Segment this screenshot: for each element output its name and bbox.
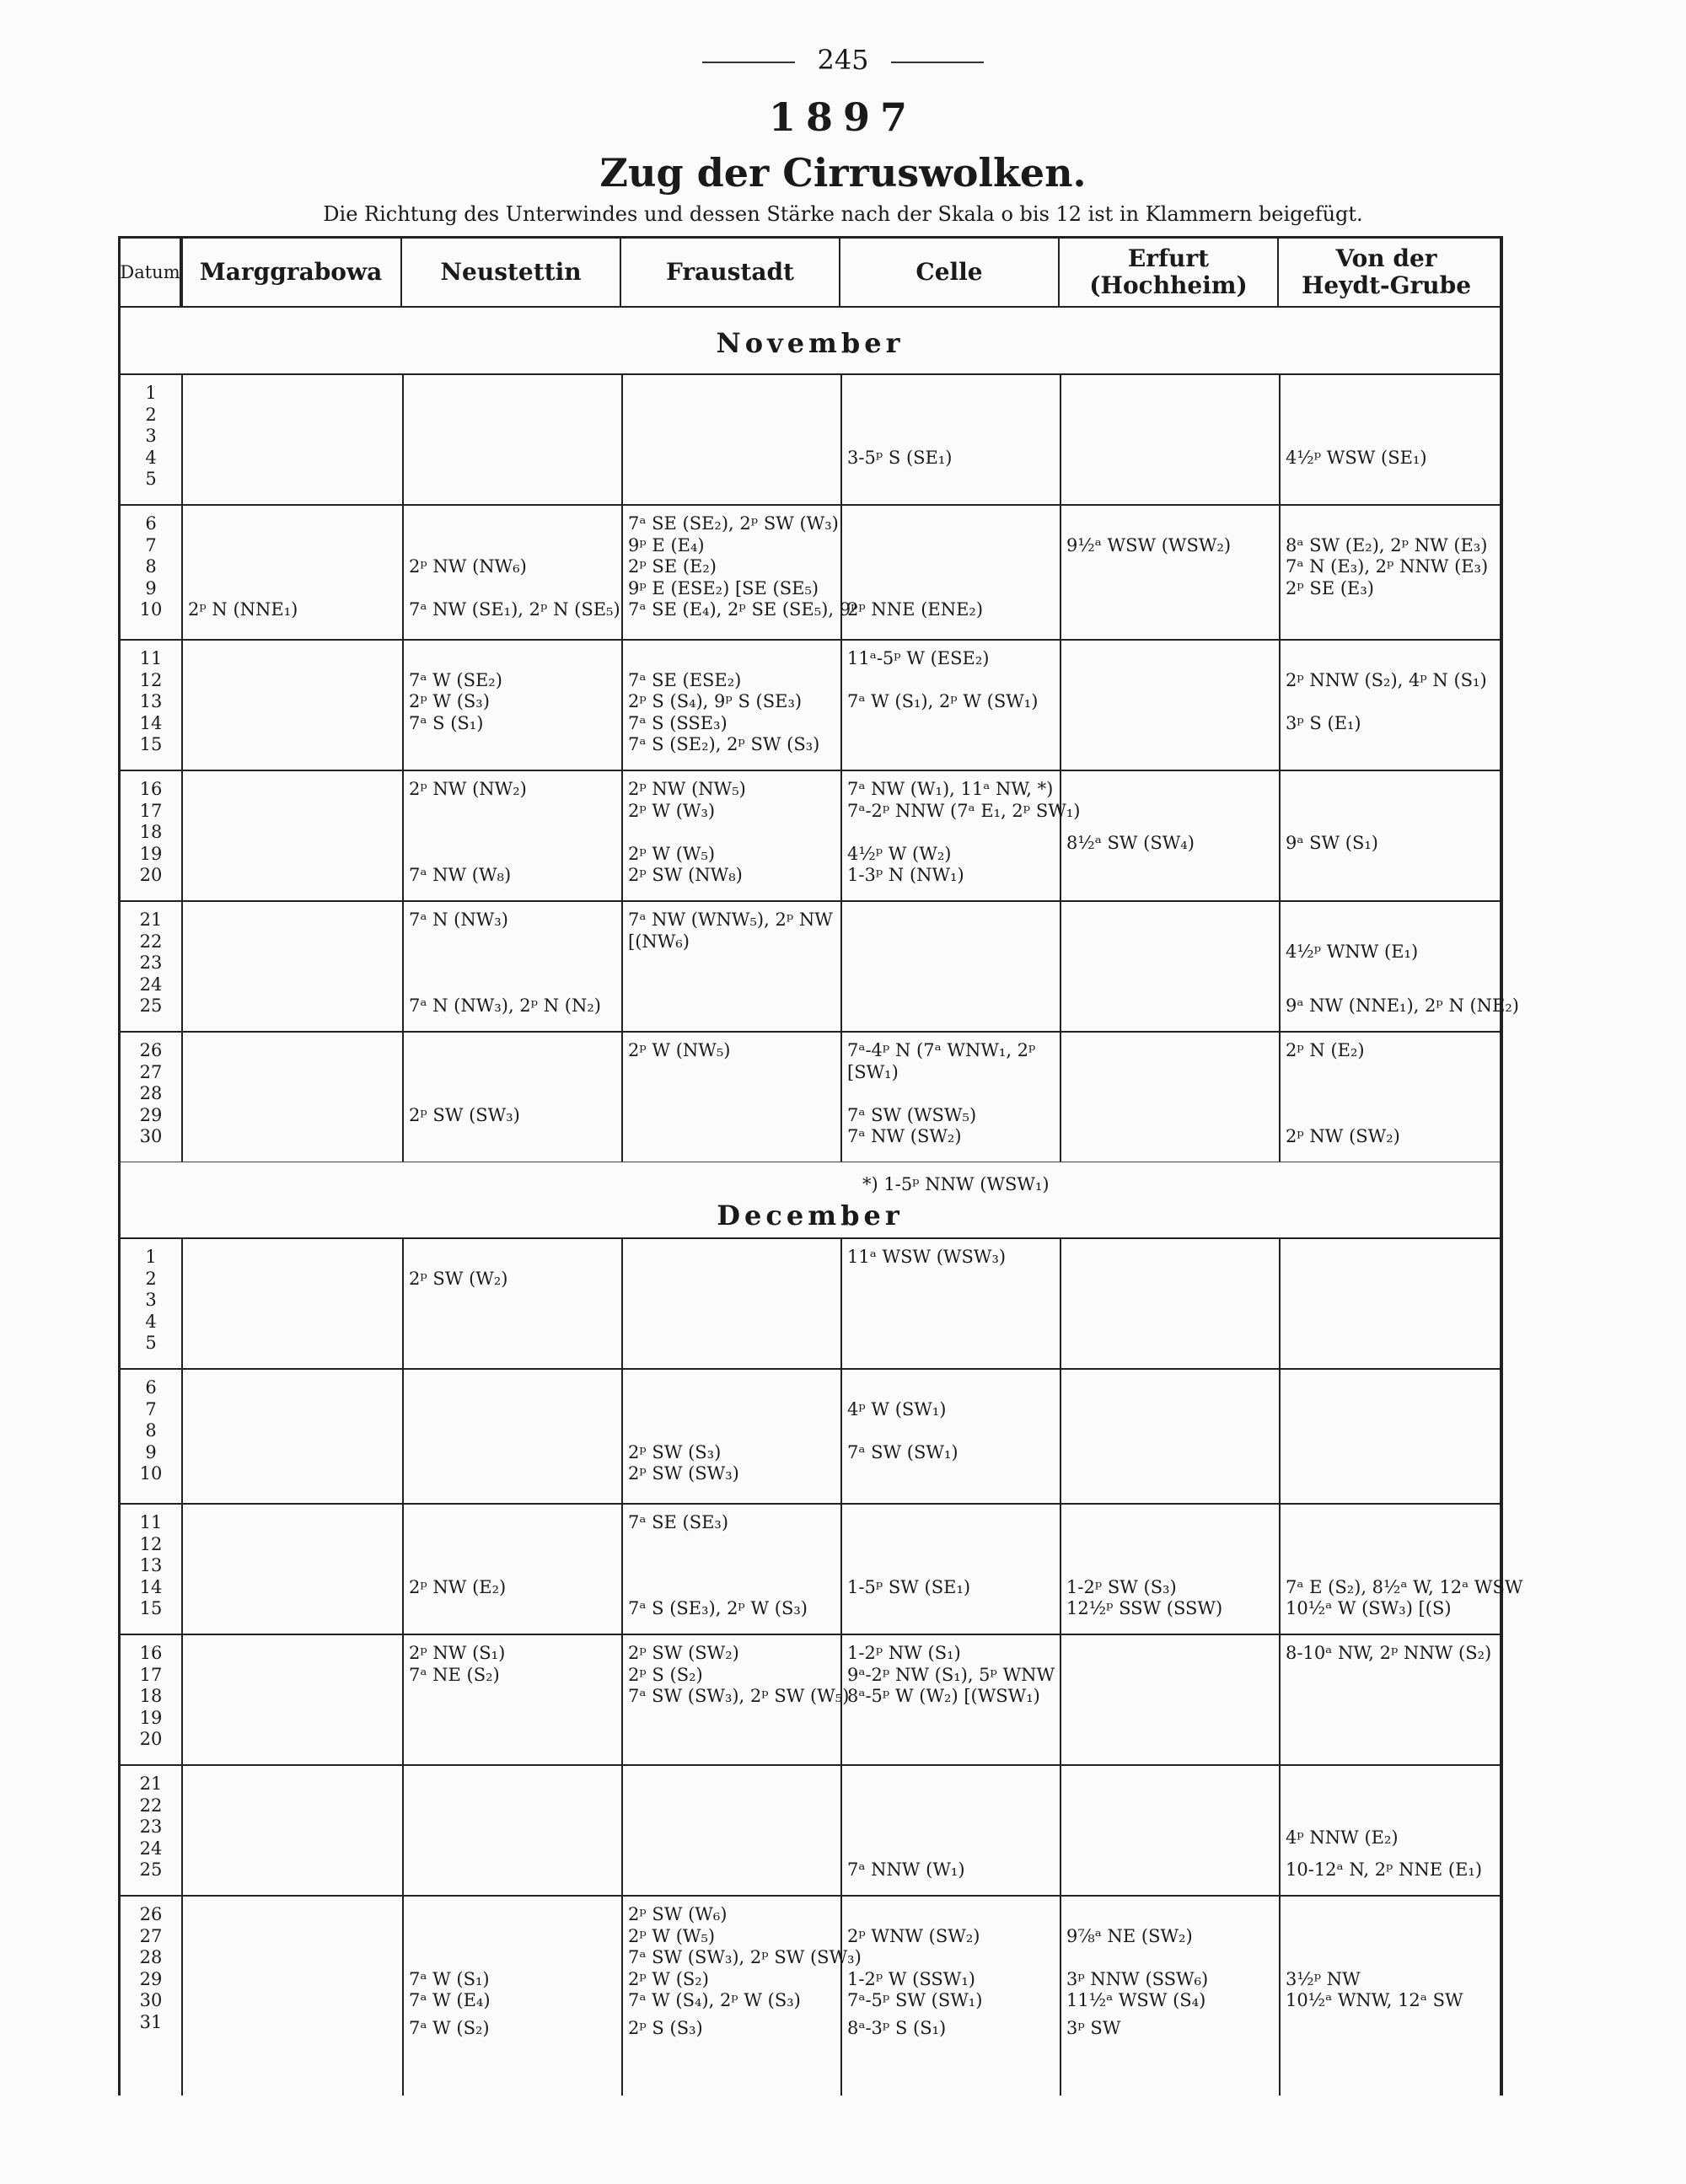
table-cell-entry: 10½ᵃ WNW, 12ᵃ SW bbox=[1286, 1990, 1463, 2010]
day-number: 12 bbox=[139, 1533, 163, 1554]
table-cell-entry: 7ᵃ W (S₁) bbox=[409, 1968, 490, 1989]
table-cell-entry: 2ᵖ S (S₄), 9ᵖ S (SE₃) bbox=[628, 691, 803, 711]
table-cell-entry: 9ᵃ-2ᵖ NW (S₁), 5ᵖ WNW bbox=[847, 1664, 1055, 1685]
cirrus-table bbox=[118, 236, 1523, 2095]
table-cell-entry: 7ᵃ S (SE₂), 2ᵖ SW (S₃) bbox=[628, 734, 820, 754]
page-number-rule-right bbox=[891, 62, 984, 63]
day-number: 6 bbox=[145, 513, 157, 534]
table-cell-entry: 2ᵖ SW (W₆) bbox=[628, 1904, 728, 1924]
table-cell-entry: 1-2ᵖ W (SSW₁) bbox=[847, 1968, 975, 1989]
day-number: 29 bbox=[139, 1968, 163, 1989]
table-cell-entry: 2ᵖ W (W₅) bbox=[628, 843, 716, 864]
table-cell-entry: 7ᵃ NNW (W₁) bbox=[847, 1859, 965, 1880]
day-number: 21 bbox=[139, 910, 163, 930]
table-cell-entry: 4½ᵖ WSW (SE₁) bbox=[1286, 447, 1427, 468]
day-number: 2 bbox=[145, 404, 157, 425]
group-rule bbox=[121, 1368, 1500, 1370]
table-cell-entry: 2ᵖ SW (SW₃) bbox=[409, 1104, 520, 1125]
day-number: 8 bbox=[145, 556, 157, 577]
table-cell-entry: 11ᵃ WSW (WSW₃) bbox=[847, 1247, 1007, 1267]
table-cell-entry: 7ᵃ SE (SE₂), 2ᵖ SW (W₃) bbox=[628, 513, 839, 534]
table-cell-entry: 4½ᵖ W (W₂) bbox=[847, 843, 952, 864]
table-cell-entry: 2ᵖ S (S₂) bbox=[628, 1664, 703, 1685]
column-rule bbox=[181, 1237, 183, 2095]
table-cell-entry: 7ᵃ NW (SW₂) bbox=[847, 1126, 962, 1146]
day-number: 24 bbox=[139, 1838, 163, 1859]
table-cell-entry: 2ᵖ W (NW₅) bbox=[628, 1040, 731, 1060]
group-rule bbox=[121, 1634, 1500, 1635]
december-rule bbox=[121, 1237, 1500, 1239]
day-number: 4 bbox=[145, 1311, 157, 1332]
day-number: 15 bbox=[139, 1598, 163, 1618]
table-cell-entry: 2ᵖ W (S₂) bbox=[628, 1968, 709, 1989]
header-neustettin: Neustettin bbox=[402, 239, 621, 306]
column-rule bbox=[1060, 373, 1061, 1162]
page-subtitle: Die Richtung des Unterwindes und dessen Stärke nach der Skala o bis 12 ist in Klammern beigefügt. bbox=[323, 202, 1363, 226]
day-number: 27 bbox=[139, 1925, 163, 1946]
table-cell-entry: 9½ᵃ WSW (WSW₂) bbox=[1066, 534, 1232, 555]
day-number: 26 bbox=[139, 1904, 163, 1924]
table-cell-entry: 2ᵖ SE (E₃) bbox=[1286, 577, 1374, 598]
table-cell-entry: 3-5ᵖ S (SE₁) bbox=[847, 447, 953, 468]
table-cell-entry: 7ᵃ N (NW₃) bbox=[409, 910, 508, 930]
day-number: 11 bbox=[139, 648, 163, 668]
table-cell-entry: 2ᵖ W (W₅) bbox=[628, 1925, 716, 1946]
column-rule bbox=[402, 1237, 404, 2095]
year-heading: 1897 bbox=[768, 94, 918, 140]
table-cell-entry: 1-3ᵖ N (NW₁) bbox=[847, 865, 964, 885]
table-cell-entry: 1-2ᵖ NW (S₁) bbox=[847, 1643, 961, 1663]
table-cell-entry: 2ᵖ NW (NW₂) bbox=[409, 779, 527, 799]
november-rule bbox=[121, 373, 1500, 375]
table-cell-entry: 7ᵃ N (E₃), 2ᵖ NNW (E₃) bbox=[1286, 556, 1489, 577]
table-cell-entry: 2ᵖ S (S₃) bbox=[628, 2018, 703, 2039]
table-cell-entry: 12½ᵖ SSW (SSW) bbox=[1066, 1598, 1223, 1618]
day-number: 19 bbox=[139, 1707, 163, 1728]
table-cell-entry: 7ᵃ W (S₄), 2ᵖ W (S₃) bbox=[628, 1990, 801, 2010]
group-rule bbox=[121, 900, 1500, 902]
table-cell-entry: 7ᵃ NE (S₂) bbox=[409, 1664, 500, 1685]
table-cell-entry: 7ᵃ NW (WNW₅), 2ᵖ NW bbox=[628, 910, 833, 930]
table-cell-entry: 3ᵖ S (E₁) bbox=[1286, 712, 1361, 733]
table-cell-entry: 10-12ᵃ N, 2ᵖ NNE (E₁) bbox=[1286, 1859, 1483, 1880]
table-cell-entry: 2ᵖ W (S₃) bbox=[409, 691, 490, 711]
column-rule bbox=[181, 373, 183, 1162]
day-number: 16 bbox=[139, 779, 163, 799]
table-cell-entry: 7ᵃ W (S₁), 2ᵖ W (SW₁) bbox=[847, 691, 1039, 711]
day-number: 25 bbox=[139, 1859, 163, 1880]
day-number: 2 bbox=[145, 1268, 157, 1289]
day-number: 27 bbox=[139, 1061, 163, 1082]
table-cell-entry: 3½ᵖ NW bbox=[1286, 1968, 1361, 1989]
day-number: 23 bbox=[139, 1816, 163, 1837]
page-number-text: 245 bbox=[817, 44, 869, 76]
table-cell-entry: 2ᵖ N (NNE₁) bbox=[188, 599, 298, 620]
table-cell-entry: 7ᵃ-5ᵖ SW (SW₁) bbox=[847, 1990, 983, 2010]
table-cell-entry: 8½ᵃ SW (SW₄) bbox=[1066, 832, 1195, 853]
table-cell-entry: 7ᵃ SW (SW₃), 2ᵖ SW (SW₃) bbox=[628, 1947, 862, 1967]
day-number: 13 bbox=[139, 1555, 163, 1575]
day-number: 7 bbox=[145, 1398, 157, 1419]
table-cell-entry: 3ᵖ SW bbox=[1066, 2018, 1121, 2039]
table-cell-entry: 11ᵃ-5ᵖ W (ESE₂) bbox=[847, 648, 990, 668]
table-cell-entry: 7ᵃ SE (SE₃) bbox=[628, 1512, 729, 1532]
day-number: 30 bbox=[139, 1990, 163, 2010]
table-cell-entry: 8ᵃ SW (E₂), 2ᵖ NW (E₃) bbox=[1286, 534, 1488, 555]
day-number: 24 bbox=[139, 974, 163, 995]
group-rule bbox=[121, 1764, 1500, 1766]
month-november: November bbox=[716, 327, 905, 359]
month-december: December bbox=[717, 1199, 904, 1232]
table-cell-entry: 7ᵃ N (NW₃), 2ᵖ N (N₂) bbox=[409, 995, 601, 1016]
day-number: 1 bbox=[145, 1247, 157, 1267]
day-number: 22 bbox=[139, 1795, 163, 1816]
day-number: 15 bbox=[139, 734, 163, 754]
day-number: 21 bbox=[139, 1773, 163, 1794]
column-rule bbox=[621, 373, 623, 1162]
day-number: 31 bbox=[139, 2011, 163, 2032]
column-rule bbox=[402, 373, 404, 1162]
table-cell-entry: 4½ᵖ WNW (E₁) bbox=[1286, 942, 1419, 963]
day-number: 16 bbox=[139, 1643, 163, 1663]
day-number: 20 bbox=[139, 865, 163, 885]
table-cell-entry: 7ᵃ S (SSE₃) bbox=[628, 712, 728, 733]
table-cell-entry: 9ᵃ SW (S₁) bbox=[1286, 832, 1378, 853]
day-number: 11 bbox=[139, 1512, 163, 1532]
page-number-rule-left bbox=[702, 62, 795, 63]
day-number: 18 bbox=[139, 1686, 163, 1706]
datum-rule bbox=[181, 239, 183, 306]
day-number: 26 bbox=[139, 1040, 163, 1060]
table-cell-entry: 1-5ᵖ SW (SE₁) bbox=[847, 1576, 971, 1597]
table-cell-entry: 8-10ᵃ NW, 2ᵖ NNW (S₂) bbox=[1286, 1643, 1492, 1663]
column-rule bbox=[1279, 373, 1281, 1162]
table-cell-entry: 7ᵃ W (E₄) bbox=[409, 1990, 491, 2010]
table-cell-entry: 7ᵃ NW (W₈) bbox=[409, 865, 512, 885]
day-number: 8 bbox=[145, 1420, 157, 1441]
table-cell-entry: 2ᵖ SW (W₂) bbox=[409, 1268, 508, 1289]
day-number: 14 bbox=[139, 712, 163, 733]
table-cell-entry: 7ᵃ SW (SW₁) bbox=[847, 1441, 958, 1462]
day-number: 25 bbox=[139, 995, 163, 1016]
table-cell-entry: 2ᵖ WNW (SW₂) bbox=[847, 1925, 980, 1946]
table-cell-entry: 10½ᵃ W (SW₃) [(S) bbox=[1286, 1598, 1452, 1618]
day-number: 9 bbox=[145, 577, 157, 598]
day-number: 18 bbox=[139, 822, 163, 842]
footnote: *) 1-5ᵖ NNW (WSW₁) bbox=[862, 1174, 1050, 1194]
day-number: 22 bbox=[139, 931, 163, 952]
table-cell-entry: [SW₁) bbox=[847, 1061, 899, 1082]
table-cell-entry: 2ᵖ NW (NW₅) bbox=[628, 779, 746, 799]
table-cell-entry: 7ᵃ E (S₂), 8½ᵃ W, 12ᵃ WSW bbox=[1286, 1576, 1523, 1597]
day-number: 5 bbox=[145, 469, 157, 489]
day-number: 30 bbox=[139, 1126, 163, 1146]
table-cell-entry: [(NW₆) bbox=[628, 931, 690, 952]
day-number: 4 bbox=[145, 447, 157, 468]
page-number bbox=[0, 44, 1686, 76]
table-cell-entry: 2ᵖ NW (E₂) bbox=[409, 1576, 507, 1597]
table-cell-entry: 7ᵃ SW (WSW₅) bbox=[847, 1104, 977, 1125]
day-number: 17 bbox=[139, 800, 163, 821]
day-number: 20 bbox=[139, 1729, 163, 1749]
day-number: 7 bbox=[145, 534, 157, 555]
table-cell-entry: 7ᵃ S (S₁) bbox=[409, 712, 484, 733]
table-cell-entry: 9⅞ᵃ NE (SW₂) bbox=[1066, 1925, 1193, 1946]
table-cell-entry: 2ᵖ SW (SW₂) bbox=[628, 1643, 739, 1663]
day-number: 29 bbox=[139, 1104, 163, 1125]
day-number: 23 bbox=[139, 952, 163, 973]
day-number: 5 bbox=[145, 1333, 157, 1353]
group-rule bbox=[121, 770, 1500, 771]
table-cell-entry: 8ᵃ-3ᵖ S (S₁) bbox=[847, 2018, 947, 2039]
table-cell-entry: 7ᵃ W (SE₂) bbox=[409, 669, 502, 690]
day-number: 9 bbox=[145, 1441, 157, 1462]
day-number: 10 bbox=[139, 599, 163, 620]
column-rule bbox=[1060, 1237, 1061, 2095]
table-cell-entry: 2ᵖ N (E₂) bbox=[1286, 1040, 1365, 1060]
day-number: 3 bbox=[145, 1290, 157, 1310]
column-rule bbox=[1279, 1237, 1281, 2095]
table-cell-entry: 7ᵃ NW (W₁), 11ᵃ NW, *) bbox=[847, 779, 1054, 799]
group-rule bbox=[121, 504, 1500, 506]
table-cell-entry: 2ᵖ SW (SW₃) bbox=[628, 1463, 739, 1484]
table-cell-entry: 7ᵃ-2ᵖ NNW (7ᵃ E₁, 2ᵖ SW₁) bbox=[847, 800, 1081, 821]
day-number: 10 bbox=[139, 1463, 163, 1484]
day-number: 1 bbox=[145, 383, 157, 403]
table-cell-entry: 2ᵖ NW (SW₂) bbox=[1286, 1126, 1400, 1146]
table-cell-entry: 9ᵖ E (E₄) bbox=[628, 534, 705, 555]
table-cell-entry: 2ᵖ NNE (ENE₂) bbox=[847, 599, 984, 620]
table-cell-entry: 7ᵃ W (S₂) bbox=[409, 2018, 490, 2039]
table-cell-entry: 8ᵃ-5ᵖ W (W₂) [(WSW₁) bbox=[847, 1686, 1040, 1706]
table-cell-entry: 7ᵃ SW (SW₃), 2ᵖ SW (W₅) bbox=[628, 1686, 850, 1706]
group-rule bbox=[121, 1031, 1500, 1033]
table-cell-entry: 11½ᵃ WSW (S₄) bbox=[1066, 1990, 1206, 2010]
table-cell-entry: 4ᵖ W (SW₁) bbox=[847, 1398, 947, 1419]
table-cell-entry: 2ᵖ W (W₃) bbox=[628, 800, 716, 821]
header-fraustadt: Fraustadt bbox=[621, 239, 840, 306]
header-datum: Datum bbox=[121, 239, 181, 306]
table-cell-entry: 7ᵃ S (SE₃), 2ᵖ W (S₃) bbox=[628, 1598, 808, 1618]
day-number: 28 bbox=[139, 1947, 163, 1967]
table-cell-entry: 2ᵖ NW (NW₆) bbox=[409, 556, 527, 577]
table-cell-entry: 9ᵖ E (ESE₂) [SE (SE₅) bbox=[628, 577, 819, 598]
table-cell-entry: 3ᵖ NNW (SSW₆) bbox=[1066, 1968, 1209, 1989]
table-cell-entry: 2ᵖ NW (S₁) bbox=[409, 1643, 506, 1663]
column-rule bbox=[840, 373, 842, 1162]
table-cell-entry: 2ᵖ SW (S₃) bbox=[628, 1441, 722, 1462]
day-number: 28 bbox=[139, 1083, 163, 1103]
table-cell-entry: 7ᵃ SE (ESE₂) bbox=[628, 669, 742, 690]
day-number: 17 bbox=[139, 1664, 163, 1685]
table-header bbox=[121, 239, 1500, 308]
table-cell-entry: 2ᵖ SW (NW₈) bbox=[628, 865, 743, 885]
day-number: 14 bbox=[139, 1576, 163, 1597]
day-number: 3 bbox=[145, 426, 157, 446]
day-number: 13 bbox=[139, 691, 163, 711]
table-cell-entry: 7ᵃ SE (E₄), 2ᵖ SE (SE₅), 9ᵖ bbox=[628, 599, 858, 620]
header-marggrabowa: Marggrabowa bbox=[181, 239, 402, 306]
group-rule bbox=[121, 1895, 1500, 1897]
day-number: 19 bbox=[139, 843, 163, 864]
page-title: Zug der Cirruswolken. bbox=[599, 150, 1087, 196]
table-cell-entry: 2ᵖ SE (E₂) bbox=[628, 556, 717, 577]
table-cell-entry: 7ᵃ-4ᵖ N (7ᵃ WNW₁, 2ᵖ bbox=[847, 1040, 1036, 1060]
table-cell-entry: 4ᵖ NNW (E₂) bbox=[1286, 1827, 1399, 1848]
column-rule bbox=[621, 1237, 623, 2095]
table-cell-entry: 7ᵃ NW (SE₁), 2ᵖ N (SE₅) bbox=[409, 599, 620, 620]
header-von-der-heydt-grube: Von der Heydt-Grube bbox=[1301, 244, 1472, 299]
group-rule bbox=[121, 1503, 1500, 1505]
group-rule bbox=[121, 639, 1500, 641]
table-cell-entry: 9ᵃ NW (NNE₁), 2ᵖ N (NE₂) bbox=[1286, 995, 1519, 1016]
day-number: 6 bbox=[145, 1377, 157, 1398]
table-cell-entry: 2ᵖ NNW (S₂), 4ᵖ N (S₁) bbox=[1286, 669, 1487, 690]
day-number: 12 bbox=[139, 669, 163, 690]
header-celle: Celle bbox=[840, 239, 1060, 306]
table-cell-entry: 1-2ᵖ SW (S₃) bbox=[1066, 1576, 1177, 1597]
header-erfurt: Erfurt (Hochheim) bbox=[1060, 239, 1279, 306]
